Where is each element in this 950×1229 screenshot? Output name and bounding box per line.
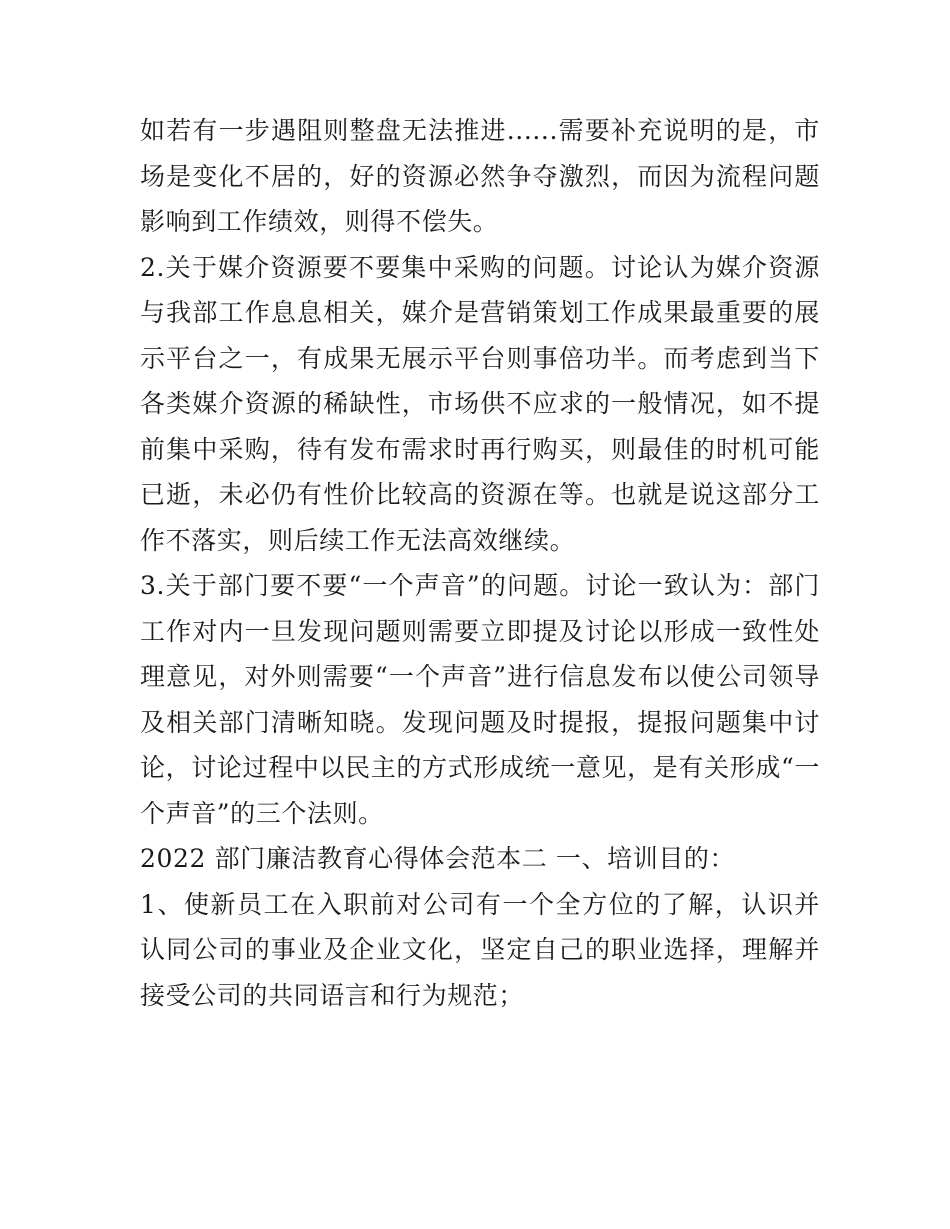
paragraph-2: 2.关于媒介资源要不要集中采购的问题。讨论认为媒介资源与我部工作息息相关，媒介是营销策划工作成果最重要的展示平台之一，有成果无展示平台则事倍功半。而考虑到当下各类媒介资源的稀缺性，市场供不应求的一般情况，如不提前集中采购，待有发布需求时再行购买，则最佳的时机可能已逝，未必仍有性价比较高的资源在等。也就是说这部分工作不落实，则后续工作无法高效继续。	[140, 252, 820, 555]
section-heading: 2022 部门廉洁教育心得体会范本二 一、培训目的：	[140, 844, 736, 873]
document-body	[140, 108, 820, 1018]
paragraph-3: 3.关于部门要不要“一个声音”的问题。讨论一致认为：部门工作对内一旦发现问题则需要立即提及讨论以形成一致性处理意见，对外则需要“一个声音”进行信息发布以使公司领导及相关部门清晰知晓。发现问题及时提报，提报问题集中讨论，讨论过程中以民主的方式形成统一意见，是有关形成“一个声音”的三个法则。	[140, 571, 820, 828]
paragraph-4: 1、使新员工在入职前对公司有一个全方位的了解，认识并认同公司的事业及企业文化，坚定自己的职业选择，理解并接受公司的共同语言和行为规范；	[140, 889, 820, 1010]
paragraph-1: 如若有一步遇阻则整盘无法推进......需要补充说明的是，市场是变化不居的，好的资源必然争夺激烈，而因为流程问题影响到工作绩效，则得不偿失。	[140, 116, 820, 236]
